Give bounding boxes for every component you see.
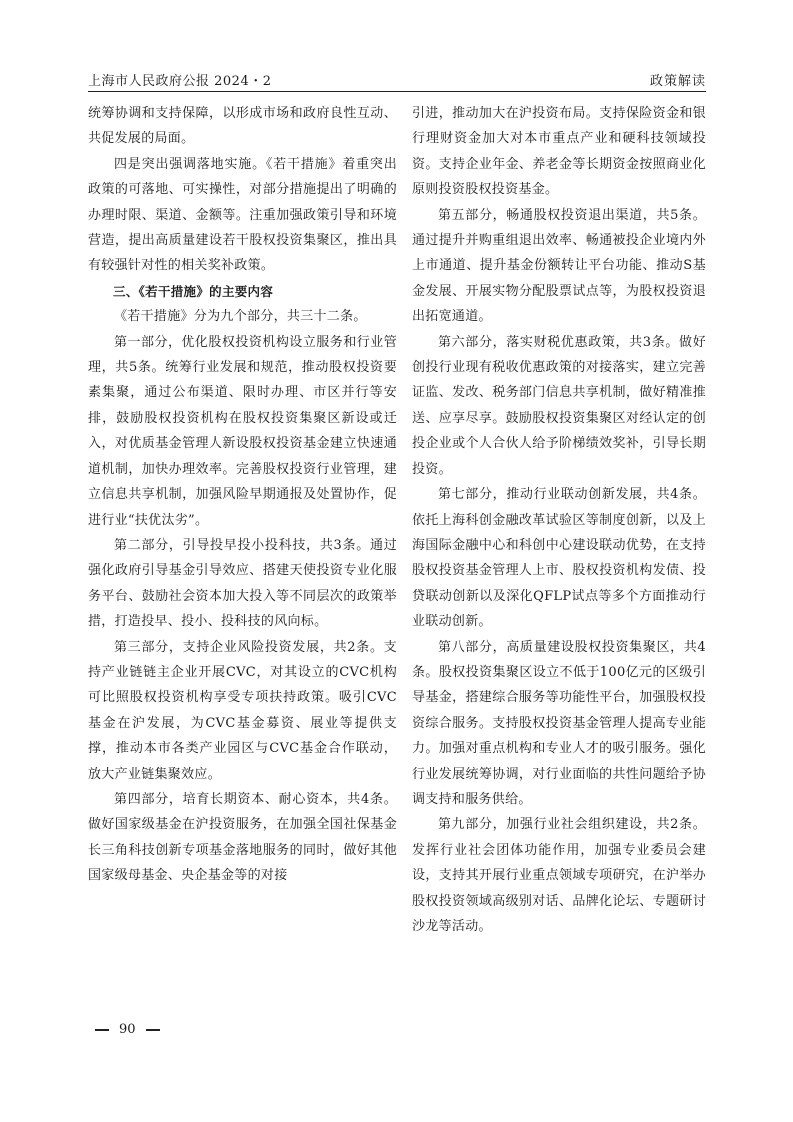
page-footer [95, 1022, 160, 1037]
paragraph: 引进，推动加大在沪投资布局。支持保险资金和银行理财资金加大对本市重点产业和硬科技领域投资。支持企业年金、养老金等长期资金按照商业化原则投资股权投资基金。 [412, 106, 706, 198]
paragraph: 第九部分，加强行业社会组织建设，共2条。发挥行业社会团体功能作用，加强专业委员会建设，支持其开展行业重点领域专项研究，在沪举办股权投资领域高级别对话、品牌化论坛、专题研讨沙龙等活动。 [412, 817, 706, 934]
running-header [88, 70, 706, 90]
paragraph: 四是突出强调落地实施。《若干措施》着重突出政策的可落地、可实操性，对部分措施提出了明确的办理时限、渠道、金额等。注重加强政策引导和环境营造，提出高质量建设若干股权投资集聚区，推出具有较强针对性的相关奖补政策。 [88, 156, 397, 274]
section-title: 政策解读 [649, 74, 706, 89]
paragraph: 第四部分，培育长期资本、耐心资本，共4条。做好国家级基金在沪投资服务，在加强全国社保基金长三角科技创新专项基金落地服务的同时，做好其他国家级母基金、央企基金等的对接 [88, 791, 397, 884]
page-number: 90 [119, 1022, 136, 1037]
paragraph: 第二部分，引导投早投小投科技，共3条。通过强化政府引导基金引导效应、搭建天使投资专业化服务平台、鼓励社会资本加大投入等不同层次的政策举措，打造投早、投小、投科技的风向标。 [88, 537, 397, 630]
footer-dash-left [95, 1029, 109, 1031]
paragraph: 第八部分，高质量建设股权投资集聚区，共4条。股权投资集聚区设立不低于100亿元的区级引导基金，搭建综合服务等功能性平台，加强股权投资综合服务。支持股权投资基金管理人提高专业能力。加强对重点机构和专业人才的吸引服务。强化行业发展统筹协调，对行业面临的共性问题给予协调支持和服务供给。 [412, 639, 706, 807]
paragraph: 统筹协调和支持保障，以形成市场和政府良性互动、共促发展的局面。 [88, 106, 397, 147]
paragraph: 第五部分，畅通股权投资退出渠道，共5条。通过提升并购重组退出效率、畅通被投企业境内外上市通道、提升基金份额转让平台功能、推动S基金发展、开展实物分配股票试点等，为股权投资退出拓宽通道。 [412, 207, 706, 325]
paragraph: 第六部分，落实财税优惠政策，共3条。做好创投行业现有税收优惠政策的对接落实，建立完善证监、发改、税务部门信息共享机制，做好精准推送、应享尽享。鼓励股权投资集聚区对经认定的创投企业或个人合伙人给予阶梯绩效奖补，引导长期投资。 [412, 334, 706, 477]
paragraph: 第七部分，推动行业联动创新发展，共4条。依托上海科创金融改革试验区等制度创新，以及上海国际金融中心和科创中心建设联动优势，在支持股权投资基金管理人上市、股权投资机构发债、投贷联动创新以及深化QFLP试点等多个方面推动行业联动创新。 [412, 487, 706, 630]
section-heading: 三、《若干措施》的主要内容 [113, 283, 274, 299]
right-column [412, 101, 706, 939]
footer-dash-right [146, 1029, 160, 1031]
paragraph: 《若干措施》分为九个部分，共三十二条。 [114, 309, 367, 325]
header-rule [88, 91, 706, 92]
paragraph: 第一部分，优化股权投资机构设立服务和行业管理，共5条。统筹行业发展和规范，推动股权投资要素集聚，通过公布渠道、限时办理、市区并行等安排，鼓励股权投资机构在股权投资集聚区新设或迁入，对优质基金管理人新设股权投资基金建立快速通道机制，加快办理效率。完善股权投资行业管理，建立信息共享机制，加强风险早期通报及处置协作，促进行业“扶优汰劣”。 [88, 334, 397, 528]
left-column [88, 101, 397, 889]
paragraph: 第三部分，支持企业风险投资发展，共2条。支持产业链链主企业开展CVC，对其设立的CVC机构可比照股权投资机构享受专项扶持政策。吸引CVC基金在沪发展，为CVC基金募资、展业等提供支撑，推动本市各类产业园区与CVC基金合作联动，放大产业链集聚效应。 [88, 639, 397, 782]
publication-title: 上海市人民政府公报 2024・2 [88, 74, 272, 89]
